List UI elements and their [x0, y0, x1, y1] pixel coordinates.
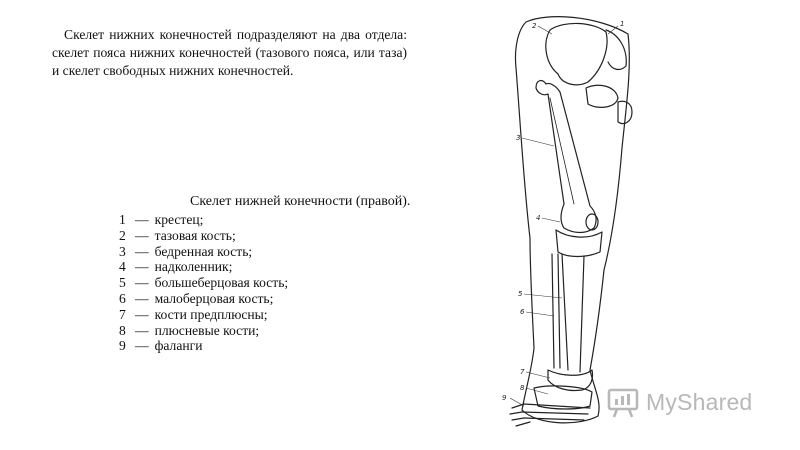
legend-text: плюсневые кости; [154, 322, 260, 338]
legend-item [119, 291, 288, 307]
figure-label-7: 7 [520, 368, 525, 376]
sacrum [606, 30, 626, 69]
myshared-watermark [606, 384, 752, 420]
figure-label-2: 2 [532, 22, 537, 30]
legend-dash: — [135, 243, 149, 259]
watermark-brand: MyShared [646, 388, 753, 415]
legend-text: надколенник; [154, 259, 233, 275]
legend-text: малоберцовая кость; [154, 290, 274, 306]
bone-legend [119, 212, 288, 354]
figure-label-3: 3 [516, 134, 521, 142]
legend-dash: — [135, 306, 149, 322]
legend-dash: — [135, 338, 149, 354]
legend-number: 7 [119, 306, 126, 322]
legend-dash: — [135, 212, 149, 227]
figure-label-4: 4 [536, 214, 541, 222]
obturator-ring [586, 85, 618, 107]
figure-label-5: 5 [518, 290, 523, 298]
figure-label-6: 6 [520, 308, 525, 316]
legend-dash: — [135, 290, 149, 306]
legend-text: тазовая кость; [154, 227, 236, 243]
legend-item [119, 244, 288, 260]
intro-paragraph: Скелет нижних конечностей подразделяют на два отдела: скелет пояса нижних конечностей (тазового пояса, или таза) и скелет свободных нижних конечностей. [52, 27, 407, 78]
figure-label-8: 8 [520, 384, 525, 392]
legend-text: крестец; [154, 212, 204, 227]
pelvis [546, 23, 607, 84]
legend-number: 3 [119, 243, 126, 259]
figure-label-9: 9 [502, 394, 507, 402]
tibia [562, 254, 584, 372]
ankle [548, 370, 593, 391]
fibula [552, 254, 560, 368]
legend-number: 1 [119, 212, 126, 227]
legend-text: кости предплюсны; [154, 306, 268, 322]
legend-number: 6 [119, 290, 126, 306]
legend-item [119, 323, 288, 339]
knee-joint [556, 230, 602, 257]
legend-dash: — [135, 322, 149, 338]
legend-item [119, 228, 288, 244]
legend-number: 5 [119, 275, 126, 291]
legend-dash: — [135, 227, 149, 243]
leg-skeleton-illustration [490, 8, 650, 440]
legend-text: фаланги [154, 338, 203, 354]
femur [536, 81, 596, 233]
legend-dash: — [135, 259, 149, 275]
figure-caption: Скелет нижней конечности (правой). [190, 194, 411, 209]
legend-number: 4 [119, 259, 126, 275]
legend-item [119, 259, 288, 275]
legend-dash: — [135, 275, 149, 291]
phalanges [510, 404, 530, 426]
legend-number: 2 [119, 227, 126, 243]
figure-label-1: 1 [620, 20, 625, 28]
leg-outline [515, 17, 629, 423]
legend-number: 9 [119, 338, 126, 354]
legend-item [119, 338, 288, 354]
legend-item [119, 275, 288, 291]
legend-text: большеберцовая кость; [154, 275, 289, 291]
presentation-board-icon [606, 385, 640, 419]
legend-item [119, 212, 288, 228]
legend-item [119, 307, 288, 323]
legend-number: 8 [119, 322, 126, 338]
legend-text: бедренная кость; [154, 243, 253, 259]
